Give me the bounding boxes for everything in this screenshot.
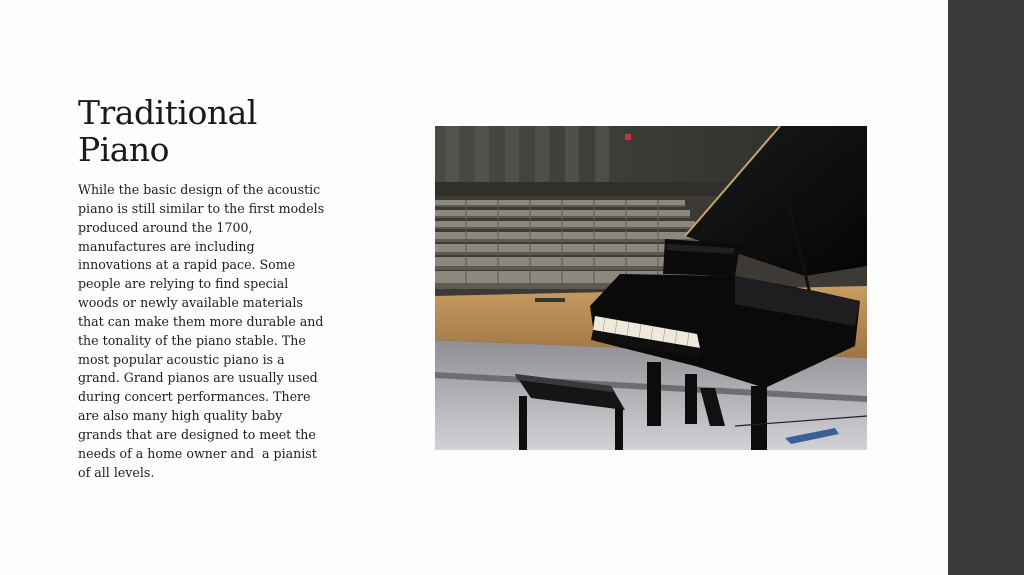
right-sidebar-band (948, 0, 1024, 575)
slide-title (78, 94, 378, 168)
grand-piano-photo (435, 126, 867, 450)
title-line-1: Traditional (78, 93, 257, 132)
title-line-2: Piano (78, 130, 170, 169)
slide-body-text: While the basic design of the acoustic piano is still similar to the first models produced around the 1700, manufactures are including innovations at a rapid pace. Some people are relying to find special woods or newly available materials that can make them more durable and the tonality of the piano stable. The most popular acoustic piano is a grand. Grand pianos are usually used during concert performances. There are also many high quality baby grands that are designed to meet the needs of a home owner and a pianist of all levels. (78, 182, 325, 480)
grand-piano-illustration (435, 126, 867, 450)
